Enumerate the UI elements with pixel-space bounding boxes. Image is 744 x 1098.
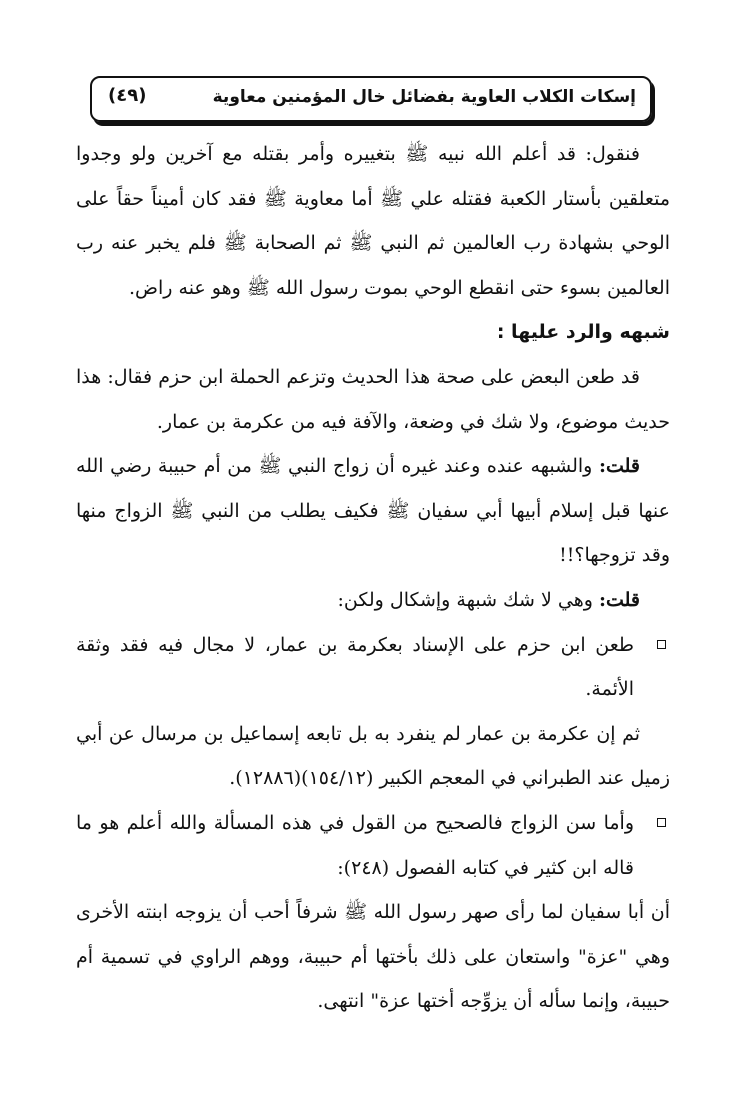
square-bullet-icon <box>657 640 666 649</box>
paragraph-corroboration: ثم إن عكرمة بن عمار لم ينفرد به بل تابعه إسماعيل بن مرسال عن أبي زميل عند الطبراني في المعجم الكبير (١٥٤/١٢)(١٢٨٨٦). <box>76 722 670 790</box>
bullet-item-1 <box>76 623 670 712</box>
running-header <box>90 76 652 122</box>
qultu-label: قلت: <box>598 588 640 611</box>
paragraph-reply-1-text: والشبهه عنده وعند غيره أن زواج النبي ﷺ من أم حبيبة رضي الله عنها قبل إسلام أبيها أبي سفيان ﷺ فكيف يطلب من النبي ﷺ الزواج منها وقد تزوجها؟!! <box>76 455 670 567</box>
paragraph-quote: أن أبا سفيان لما رأى صهر رسول الله ﷺ شرفاً أحب أن يزوجه ابنته الأخرى وهي "عزة" واستعان على ذلك بأختها أم حبيبة، ووهم الراوي في تسمية أم حبيبة، وإنما سأله أن يزوِّجه أختها عزة" انتهى. <box>76 901 670 1013</box>
paragraph-objection: قد طعن البعض على صحة هذا الحديث وتزعم الحملة ابن حزم فقال: هذا حديث موضوع، ولا شك في وضعة، والآفة فيه من عكرمة بن عمار. <box>76 365 670 433</box>
paragraph-reply-2 <box>76 578 670 623</box>
bullet-item-2-text: وأما سن الزواج فالصحيح من القول في هذه المسألة والله أعلم هو ما قاله ابن كثير في كتابه الفصول (٢٤٨): <box>76 811 634 879</box>
section-heading: شبهه والرد عليها : <box>496 321 670 344</box>
book-title: إسكات الكلاب العاوية بفضائل خال المؤمنين معاوية <box>212 87 636 107</box>
page-body <box>76 132 670 1024</box>
bullet-item-2 <box>76 801 670 890</box>
paragraph-reply-2-text: وهي لا شك شبهة وإشكال ولكن: <box>337 588 599 611</box>
square-bullet-icon <box>657 818 666 827</box>
bullet-item-1-text: طعن ابن حزم على الإسناد بعكرمة بن عمار، لا مجال فيه فقد وثقة الأئمة. <box>76 633 634 701</box>
paragraph-opening: فنقول: قد أعلم الله نبيه ﷺ بتغييره وأمر بقتله مع آخرين ولو وجدوا متعلقين بأستار الكعبة فقتله علي ﷺ أما معاوية ﷺ فقد كان أميناً حقاً على الوحي بشهادة رب العالمين ثم النبي ﷺ ثم الصحابة ﷺ فلم يخبر عنه رب العالمين بسوء حتى انقطع الوحي بموت رسول الله ﷺ وهو عنه راض. <box>76 143 670 299</box>
page-number: (٤٩) <box>108 85 147 106</box>
qultu-label: قلت: <box>598 455 640 478</box>
paragraph-reply-1 <box>76 444 670 578</box>
